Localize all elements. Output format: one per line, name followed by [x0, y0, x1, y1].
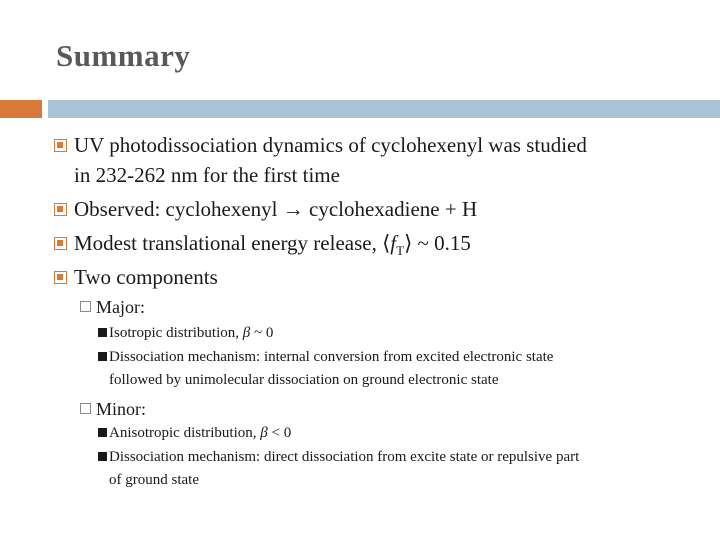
sub-bullet-label: Major: [96, 297, 145, 317]
filled-square-bullet-icon [98, 352, 107, 361]
bullet-text [74, 230, 471, 264]
bullet-text: Two components [74, 265, 218, 289]
isotropic-prefix: Isotropic distribution, [109, 325, 243, 341]
square-bullet-icon [54, 139, 67, 152]
filled-square-bullet-icon [98, 328, 107, 337]
square-bullet-icon [54, 203, 67, 216]
title-band-accent [0, 100, 42, 118]
item-text: Dissociation mechanism: direct dissociation from excite state or repulsive part [109, 449, 580, 465]
title-band [48, 100, 720, 118]
hollow-square-bullet-icon [80, 301, 91, 312]
energy-prefix: Modest translational energy release, ⟨ [74, 231, 391, 255]
bullet-text: UV photodissociation dynamics of cyclohexenyl was studied [74, 133, 587, 157]
beta-symbol: β [242, 325, 251, 341]
bullet-text: Observed: cyclohexenyl → cyclohexadiene + H [74, 197, 478, 221]
square-bullet-icon [54, 271, 67, 284]
anisotropic-prefix: Anisotropic distribution, [109, 425, 261, 441]
item-text [109, 322, 273, 344]
energy-suffix: ⟩ ~ 0.15 [404, 231, 471, 255]
filled-square-bullet-icon [98, 452, 107, 461]
slide-title: Summary [56, 38, 191, 73]
filled-square-bullet-icon [98, 428, 107, 437]
sub-bullet-label: Minor: [96, 399, 147, 419]
anisotropic-suffix: < 0 [267, 425, 292, 441]
energy-symbol: f [390, 231, 397, 255]
beta-symbol: β [260, 425, 268, 441]
hollow-square-bullet-icon [80, 403, 91, 414]
item-text: of ground state [109, 472, 199, 488]
item-text: Dissociation mechanism: internal conversion from excited electronic state [109, 349, 554, 365]
item-text: followed by unimolecular dissociation on ground electronic state [109, 372, 499, 388]
bullet-text: in 232-262 nm for the first time [74, 163, 340, 187]
energy-subscript: T [396, 243, 405, 259]
square-bullet-icon [54, 237, 67, 250]
item-text [109, 422, 291, 444]
isotropic-suffix: ~ 0 [250, 325, 274, 341]
